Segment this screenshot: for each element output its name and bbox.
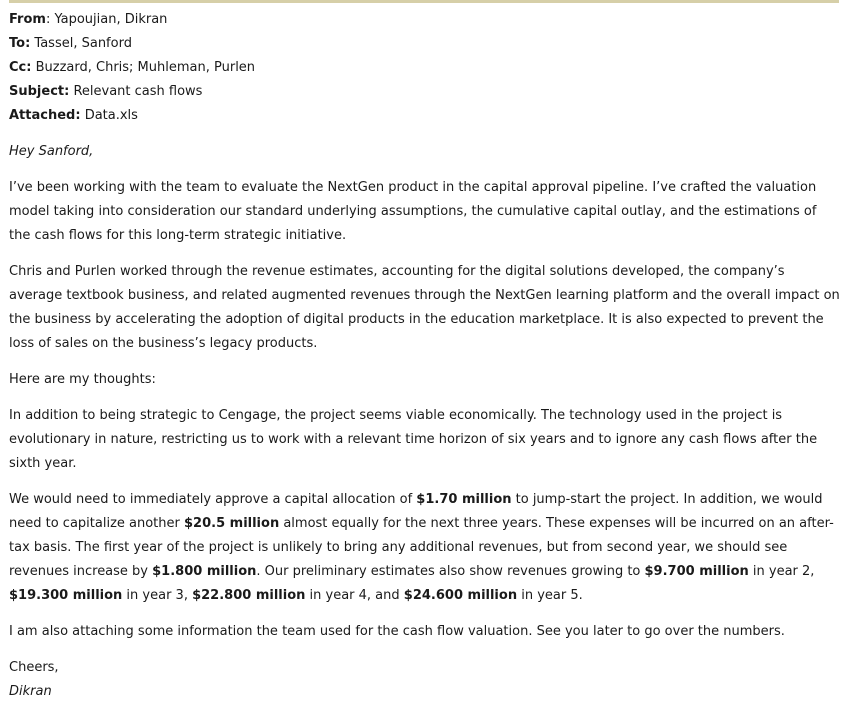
subject-line [9, 80, 841, 104]
attached-label: Attached: [9, 108, 81, 123]
paragraph-intro: I’ve been working with the team to evaluate the NextGen product in the capital approval pipeline. I’ve crafted the valuation model taking into consideration our standard underlying assumptions, the cumulative capital outlay, and the estimations of the cash flows for this long-term strategic initiative. [9, 180, 817, 243]
attached-line [9, 104, 841, 128]
capital-text-7: in year 4, and [305, 588, 404, 603]
capital-text-6: in year 3, [122, 588, 193, 603]
from-label: From [9, 12, 46, 27]
from-line: From: Yapoujian, Dikran [9, 12, 168, 27]
capital-text-2: to jump-start the project. In addition, we would need to capitalize another [9, 492, 823, 531]
cc-line [9, 56, 841, 80]
revenue-year-3: $19.300 million [9, 588, 123, 603]
capital-text-4: . Our preliminary estimates also show revenues growing to [256, 564, 645, 579]
top-divider [9, 0, 839, 3]
from-value: Yapoujian, Dikran [54, 12, 168, 27]
capital-text-5: in year 2, [748, 564, 815, 579]
subject-label: Subject: [9, 84, 70, 99]
attachment-link[interactable]: Data.xls [84, 108, 138, 123]
capital-amount-additional: $20.5 million [184, 516, 280, 531]
greeting: Hey Sanford, [9, 144, 94, 159]
revenue-increase-amount: $1.800 million [152, 564, 257, 579]
paragraph-thoughts: Here are my thoughts: [9, 372, 156, 387]
paragraph-attachment-note: I am also attaching some information the team used for the cash flow valuation. See you later to go over the numbers. [9, 624, 785, 639]
capital-text-8: in year 5. [517, 588, 583, 603]
revenue-year-5: $24.600 million [403, 588, 518, 603]
revenue-year-2: $9.700 million [644, 564, 749, 579]
revenue-year-4: $22.800 million [192, 588, 306, 603]
email-message [9, 8, 841, 704]
cc-label: Cc: [9, 60, 32, 75]
to-line [9, 32, 841, 56]
subject-value: Relevant cash flows [73, 84, 203, 99]
paragraph-revenue-estimates: Chris and Purlen worked through the revenue estimates, accounting for the digital solutions developed, the company’s average textbook business, and related augmented revenues through the NextGen learning platform and the overall impact on the business by accelerating the adoption of digital products in the education marketplace. It is also expected to prevent the loss of sales on the business’s legacy products. [9, 264, 840, 351]
signature: Dikran [9, 684, 52, 699]
signoff: Cheers, [9, 660, 59, 675]
to-value: Tassel, Sanford [34, 36, 132, 51]
capital-amount-initial: $1.70 million [416, 492, 512, 507]
to-label: To: [9, 36, 31, 51]
paragraph-capital [9, 488, 841, 608]
paragraph-strategic: In addition to being strategic to Cengage, the project seems viable economically. The technology used in the project is evolutionary in nature, restricting us to work with a relevant time horizon of six years and to ignore any cash flows after the sixth year. [9, 408, 818, 471]
capital-text-3: almost equally for the next three years. These expenses will be incurred on an after-tax basis. The first year of the project is unlikely to bring any additional revenues, but from second year, we should see revenues increase by [9, 516, 834, 579]
cc-value: Buzzard, Chris; Muhleman, Purlen [35, 60, 256, 75]
capital-text-1: We would need to immediately approve a capital allocation of [9, 492, 417, 507]
